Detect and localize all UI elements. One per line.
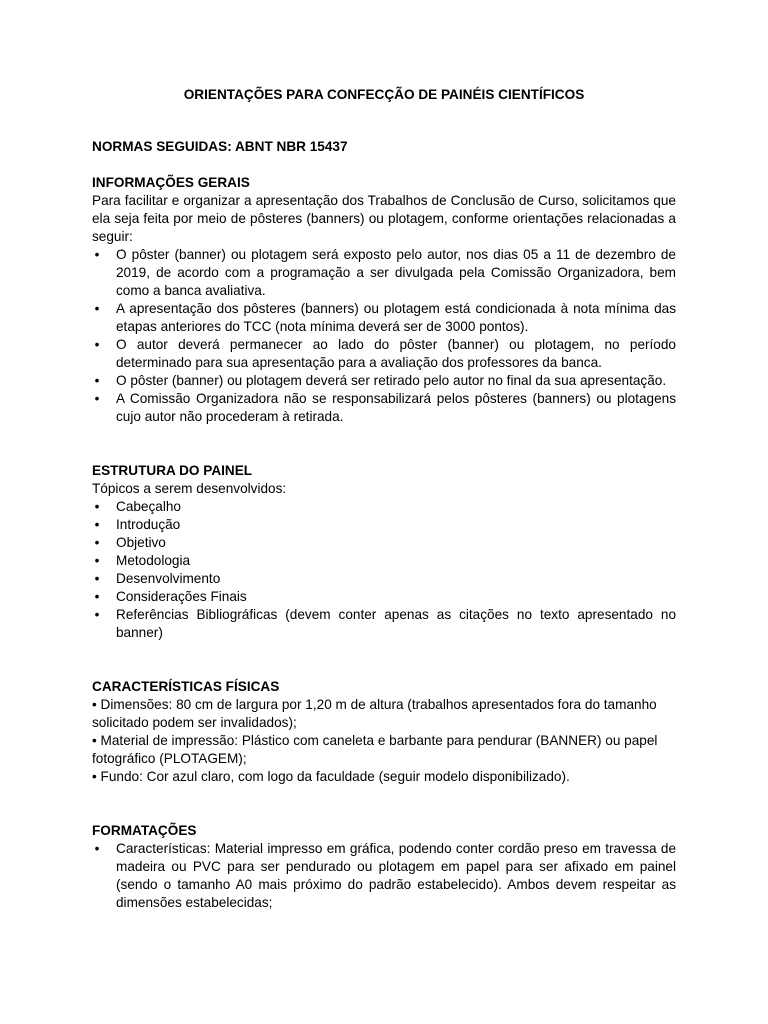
list-item-text: A Comissão Organizadora não se responsabilizará pelos pôsteres (banners) ou plotagens cujo autor não procederam à retirada. bbox=[116, 391, 676, 424]
list-item-text: Cabeçalho bbox=[116, 499, 181, 514]
info-section bbox=[92, 174, 676, 426]
document-body bbox=[92, 86, 676, 912]
info-heading: INFORMAÇÕES GERAIS bbox=[92, 175, 250, 190]
list-item bbox=[92, 840, 676, 912]
list-item-text: Objetivo bbox=[116, 535, 166, 550]
list-item-text: O pôster (banner) ou plotagem será exposto pelo autor, nos dias 05 a 11 de dezembro de 2019, de acordo com a programação a ser divulgada pela Comissão Organizadora, bem como a banca avaliativa. bbox=[116, 247, 676, 298]
list-item bbox=[92, 390, 676, 426]
list-item-text: O autor deverá permanecer ao lado do pôster (banner) ou plotagem, no período determinado para sua apresentação para a avaliação dos professores da banca. bbox=[116, 337, 676, 370]
list-item bbox=[92, 246, 676, 300]
list-item-text: Referências Bibliográficas (devem conter apenas as citações no texto apresentado no banner) bbox=[116, 607, 676, 640]
list-item-text: A apresentação dos pôsteres (banners) ou plotagem está condicionada à nota mínima das etapas anteriores do TCC (nota mínima deverá ser de 3000 pontos). bbox=[116, 301, 676, 334]
caracteristicas-line: • Dimensões: 80 cm de largura por 1,20 m de altura (trabalhos apresentados fora do tamanho solicitado podem ser invalidados); bbox=[92, 697, 657, 730]
list-item-text: Desenvolvimento bbox=[116, 571, 221, 586]
formatacoes-list bbox=[92, 840, 676, 912]
bullet-icon: • bbox=[94, 247, 100, 262]
formatacoes-heading: FORMATAÇÕES bbox=[92, 823, 197, 838]
list-item bbox=[92, 498, 676, 516]
bullet-icon: • bbox=[94, 499, 100, 514]
list-item bbox=[92, 300, 676, 336]
bullet-icon: • bbox=[94, 841, 100, 856]
list-item bbox=[92, 516, 676, 534]
list-item-text: Características: Material impresso em gráfica, podendo conter cordão preso em travessa de madeira ou PVC para ser pendurado ou plotagem em papel para ser afixado em painel (sendo o tamanho A0 mais próximo do padrão estabelecido). Ambos devem respeitar as dimensões estabelecidas; bbox=[116, 841, 676, 910]
info-list bbox=[92, 246, 676, 426]
list-item bbox=[92, 534, 676, 552]
estrutura-section bbox=[92, 462, 676, 642]
bullet-icon: • bbox=[94, 517, 100, 532]
list-item bbox=[92, 588, 676, 606]
list-item bbox=[92, 570, 676, 588]
list-item-text: Metodologia bbox=[116, 553, 191, 568]
document-title: ORIENTAÇÕES PARA CONFECÇÃO DE PAINÉIS CIENTÍFICOS bbox=[183, 87, 585, 102]
bullet-icon: • bbox=[94, 373, 100, 388]
info-intro: Para facilitar e organizar a apresentação dos Trabalhos de Conclusão de Curso, solicitamos que ela seja feita por meio de pôsteres (banners) ou plotagem, conforme orientações relacionadas a seguir: bbox=[92, 193, 676, 244]
estrutura-intro: Tópicos a serem desenvolvidos: bbox=[92, 481, 287, 496]
bullet-icon: • bbox=[94, 337, 100, 352]
bullet-icon: • bbox=[94, 535, 100, 550]
list-item bbox=[92, 336, 676, 372]
list-item-text: Considerações Finais bbox=[116, 589, 247, 604]
bullet-icon: • bbox=[94, 607, 100, 622]
estrutura-list bbox=[92, 498, 676, 642]
bullet-icon: • bbox=[94, 589, 100, 604]
list-item-text: O pôster (banner) ou plotagem deverá ser retirado pelo autor no final da sua apresentação. bbox=[116, 373, 667, 388]
formatacoes-section bbox=[92, 822, 676, 912]
caracteristicas-line: • Fundo: Cor azul claro, com logo da faculdade (seguir modelo disponibilizado). bbox=[92, 769, 570, 784]
bullet-icon: • bbox=[94, 391, 100, 406]
bullet-icon: • bbox=[94, 571, 100, 586]
bullet-icon: • bbox=[94, 553, 100, 568]
list-item bbox=[92, 372, 676, 390]
estrutura-heading: ESTRUTURA DO PAINEL bbox=[92, 463, 253, 478]
bullet-icon: • bbox=[94, 301, 100, 316]
normas-heading: NORMAS SEGUIDAS: ABNT NBR 15437 bbox=[92, 139, 348, 154]
caracteristicas-line: • Material de impressão: Plástico com caneleta e barbante para pendurar (BANNER) ou papel fotográfico (PLOTAGEM); bbox=[92, 733, 658, 766]
list-item bbox=[92, 552, 676, 570]
caracteristicas-heading: CARACTERÍSTICAS FÍSICAS bbox=[92, 679, 280, 694]
caracteristicas-section bbox=[92, 678, 676, 786]
list-item bbox=[92, 606, 676, 642]
list-item-text: Introdução bbox=[116, 517, 181, 532]
